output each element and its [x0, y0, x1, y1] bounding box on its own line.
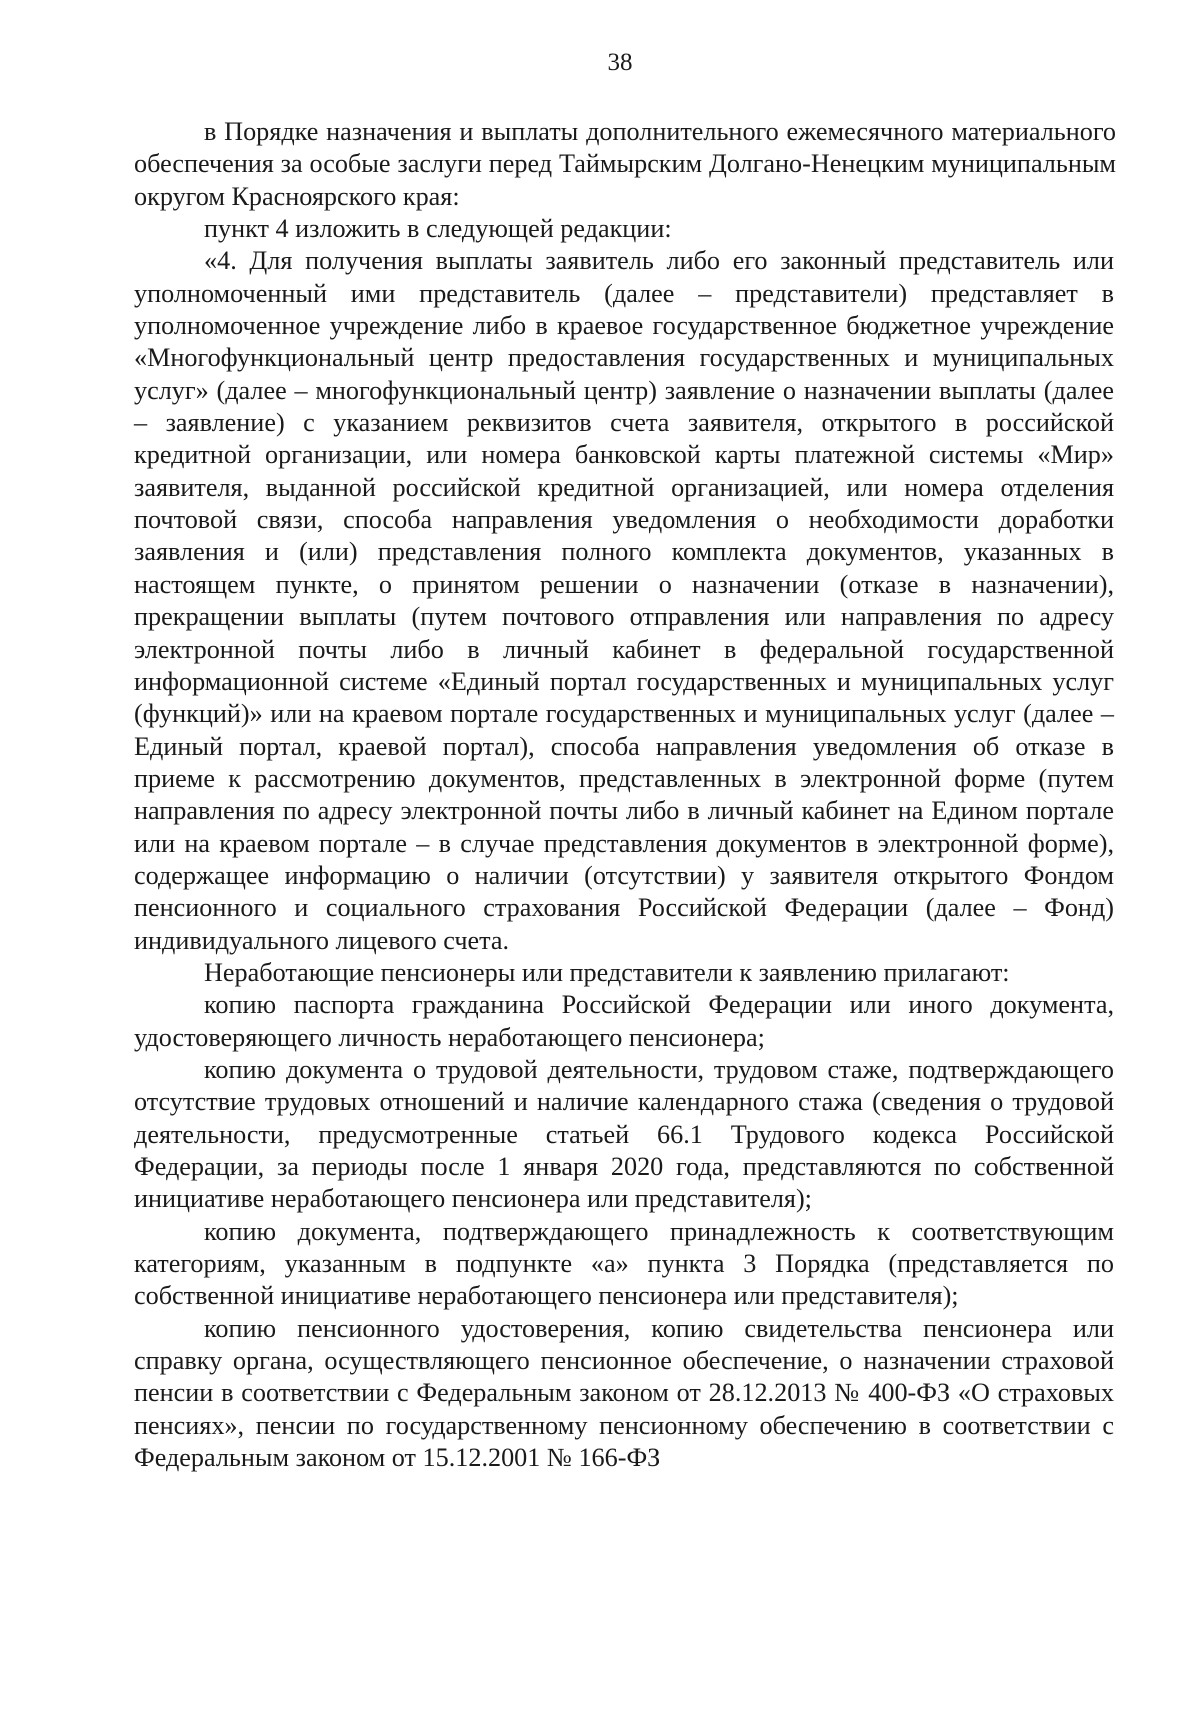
- paragraph-clause-4: «4. Для получения выплаты заявитель либо его законный представитель или уполномоченный ими представитель (далее – представители) представляет в уполномоченное учреждение либо в краевое государственное бюджетное учреждение «Многофункциональный центр предоставления государственных и муниципальных услуг» (далее – многофункциональный центр) заявление о назначении выплаты (далее – заявление) с указанием реквизитов счета заявителя, открытого в российской кредитной организации, или номера банковской карты платежной системы «Мир» заявителя, выданной российской кредитной организацией, или номера отделения почтовой связи, способа направления уведомления о необходимости доработки заявления и (или) представления полного комплекта документов, указанных в настоящем пункте, о принятом решении о назначении (отказе в назначении), прекращении выплаты (путем почтового отправления или направления по адресу электронной почты либо в личный кабинет в федеральной государственной информационной системе «Единый портал государственных и муниципальных услуг (функций)» или на краевом портале государственных и муниципальных услуг (далее – Единый портал, краевой портал), способа направления уведомления об отказе в приеме к рассмотрению документов, представленных в электронной форме (путем направления по адресу электронной почты либо в личный кабинет на Едином портале или на краевом портале – в случае представления документов в электронной форме), содержащее информацию о наличии (отсутствии) у заявителя открытого Фондом пенсионного и социального страхования Российской Федерации (далее – Фонд) индивидуального лицевого счета.: [134, 246, 1114, 955]
- paragraph-procedure-intro: в Порядке назначения и выплаты дополнительного ежемесячного материального обеспечения за особые заслуги перед Таймырским Долгано-Ненецким муниципальным округом Красноярского края:: [134, 117, 1116, 211]
- page-number: 38: [607, 49, 633, 76]
- paragraph-employment-document: копию документа о трудовой деятельности, трудовом стаже, подтверждающего отсутствие трудовых отношений и наличие календарного стажа (сведения о трудовой деятельности, предусмотренные статьей 66.1 Трудового кодекса Российской Федерации, за периоды после 1 января 2020 года, представляются по собственной инициативе неработающего пенсионера или представителя);: [134, 1054, 1114, 1214]
- paragraph-pension-certificate: копию пенсионного удостоверения, копию свидетельства пенсионера или справку органа, осуществляющего пенсионное обеспечение, о назначении страховой пенсии в соответствии с Федеральным законом от 28.12.2013 № 400-ФЗ «О страховых пенсиях», пенсии по государственному пенсионному обеспечению в соответствии с Федеральным законом от 15.12.2001 № 166-ФЗ: [134, 1313, 1114, 1473]
- paragraph-category-document: копию документа, подтверждающего принадлежность к соответствующим категориям, указанным в подпункте «а» пункта 3 Порядка (представляется по собственной инициативе неработающего пенсионера или представителя);: [134, 1216, 1114, 1311]
- paragraph-passport-copy: копию паспорта гражданина Российской Федерации или иного документа, удостоверяющего личность неработающего пенсионера;: [134, 990, 1114, 1052]
- paragraph-attachments-intro: Неработающие пенсионеры или представители к заявлению прилагают:: [204, 957, 1010, 987]
- paragraph-amendment-instruction: пункт 4 изложить в следующей редакции:: [204, 214, 672, 244]
- document-body: [134, 116, 1114, 1474]
